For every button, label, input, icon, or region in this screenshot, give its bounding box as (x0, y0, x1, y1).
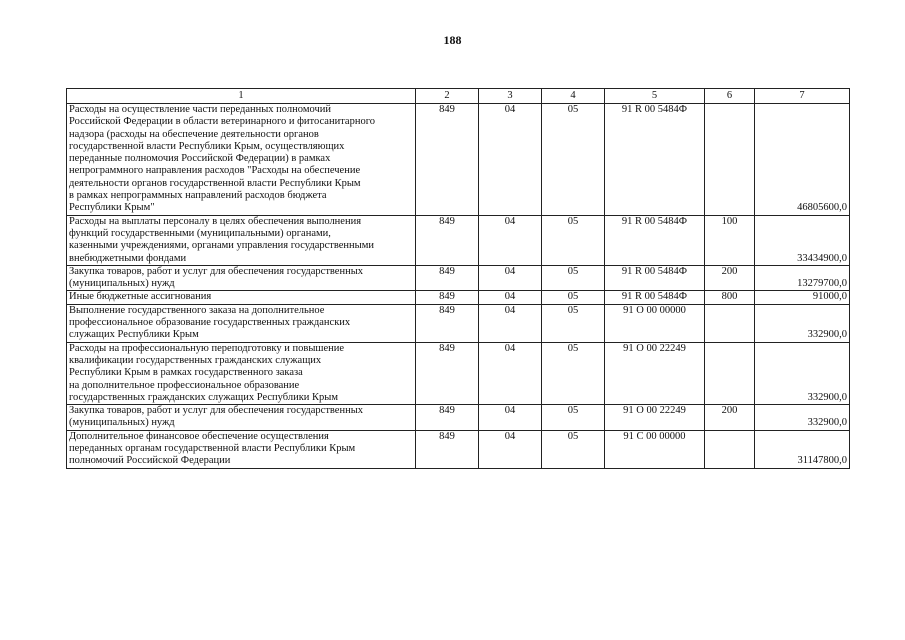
row-expense-type: 100 (705, 215, 755, 265)
table-row (67, 104, 850, 216)
row-target-code: 91 R 00 5484Ф (605, 104, 705, 216)
row-ministry-code: 849 (416, 342, 479, 404)
row-expense-type (705, 104, 755, 216)
row-expense-type (705, 342, 755, 404)
row-subsection-code: 05 (542, 304, 605, 342)
row-amount: 332900,0 (755, 342, 850, 404)
table-row (67, 265, 850, 291)
row-subsection-code: 05 (542, 430, 605, 468)
row-ministry-code: 849 (416, 405, 479, 431)
row-amount: 46805600,0 (755, 104, 850, 216)
row-description: Выполнение государственного заказа на дополнительное профессиональное образование государственных гражданских служащих Республики Крым (67, 304, 416, 342)
row-ministry-code: 849 (416, 265, 479, 291)
row-target-code: 91 R 00 5484Ф (605, 265, 705, 291)
budget-table (66, 88, 850, 469)
table-row (67, 430, 850, 468)
row-expense-type: 800 (705, 291, 755, 304)
header-col-7: 7 (755, 89, 850, 104)
header-col-4: 4 (542, 89, 605, 104)
row-description: Расходы на выплаты персоналу в целях обеспечения выполнения функций государственными (муниципальными) органами, казенными учреждениями, органами управления государственными внебюджетными фондами (67, 215, 416, 265)
row-subsection-code: 05 (542, 104, 605, 216)
row-section-code: 04 (479, 291, 542, 304)
row-section-code: 04 (479, 304, 542, 342)
row-section-code: 04 (479, 430, 542, 468)
row-subsection-code: 05 (542, 215, 605, 265)
row-description: Закупка товаров, работ и услуг для обеспечения государственных (муниципальных) нужд (67, 405, 416, 431)
row-section-code: 04 (479, 405, 542, 431)
table-row (67, 304, 850, 342)
table-row (67, 215, 850, 265)
row-ministry-code: 849 (416, 291, 479, 304)
header-col-3: 3 (479, 89, 542, 104)
row-description: Расходы на осуществление части переданных полномочий Российской Федерации в области ветеринарного и фитосанитарного надзора (расходы на обеспечение деятельности органов государственной власти Республики Крым, осуществляющих переданные полномочия Российской Федерации) в рамках непрограммного направления расходов "Расходы на обеспечение деятельности органов государственной власти Республики Крым в рамках непрограммных направлений расходов бюджета Республики Крым" (67, 104, 416, 216)
row-amount: 33434900,0 (755, 215, 850, 265)
row-expense-type (705, 304, 755, 342)
row-subsection-code: 05 (542, 342, 605, 404)
row-ministry-code: 849 (416, 304, 479, 342)
row-section-code: 04 (479, 265, 542, 291)
row-description: Дополнительное финансовое обеспечение осуществления переданных органам государственной власти Республики Крым полномочий Российской Федерации (67, 430, 416, 468)
table-row (67, 342, 850, 404)
row-target-code: 91 О 00 00000 (605, 304, 705, 342)
row-description: Расходы на профессиональную переподготовку и повышение квалификации государственных гражданских служащих Республики Крым в рамках государственного заказа на дополнительное профессиональное образование государственных гражданских служащих Республики Крым (67, 342, 416, 404)
header-row (67, 89, 850, 104)
table-body (67, 104, 850, 469)
row-ministry-code: 849 (416, 215, 479, 265)
row-target-code: 91 R 00 5484Ф (605, 291, 705, 304)
page-number: 188 (443, 33, 462, 47)
row-subsection-code: 05 (542, 291, 605, 304)
row-amount: 31147800,0 (755, 430, 850, 468)
row-expense-type: 200 (705, 265, 755, 291)
row-expense-type (705, 430, 755, 468)
header-col-2: 2 (416, 89, 479, 104)
row-target-code: 91 С 00 00000 (605, 430, 705, 468)
table-row (67, 291, 850, 304)
row-ministry-code: 849 (416, 430, 479, 468)
header-col-1: 1 (67, 89, 416, 104)
row-amount: 91000,0 (755, 291, 850, 304)
row-section-code: 04 (479, 342, 542, 404)
row-target-code: 91 R 00 5484Ф (605, 215, 705, 265)
row-description: Иные бюджетные ассигнования (67, 291, 416, 304)
row-target-code: 91 О 00 22249 (605, 342, 705, 404)
header-col-5: 5 (605, 89, 705, 104)
table-row (67, 405, 850, 431)
header-col-6: 6 (705, 89, 755, 104)
row-section-code: 04 (479, 215, 542, 265)
row-amount: 332900,0 (755, 304, 850, 342)
row-subsection-code: 05 (542, 405, 605, 431)
row-target-code: 91 О 00 22249 (605, 405, 705, 431)
row-amount: 13279700,0 (755, 265, 850, 291)
row-subsection-code: 05 (542, 265, 605, 291)
row-section-code: 04 (479, 104, 542, 216)
row-description: Закупка товаров, работ и услуг для обеспечения государственных (муниципальных) нужд (67, 265, 416, 291)
row-amount: 332900,0 (755, 405, 850, 431)
table-header (67, 89, 850, 104)
row-ministry-code: 849 (416, 104, 479, 216)
row-expense-type: 200 (705, 405, 755, 431)
